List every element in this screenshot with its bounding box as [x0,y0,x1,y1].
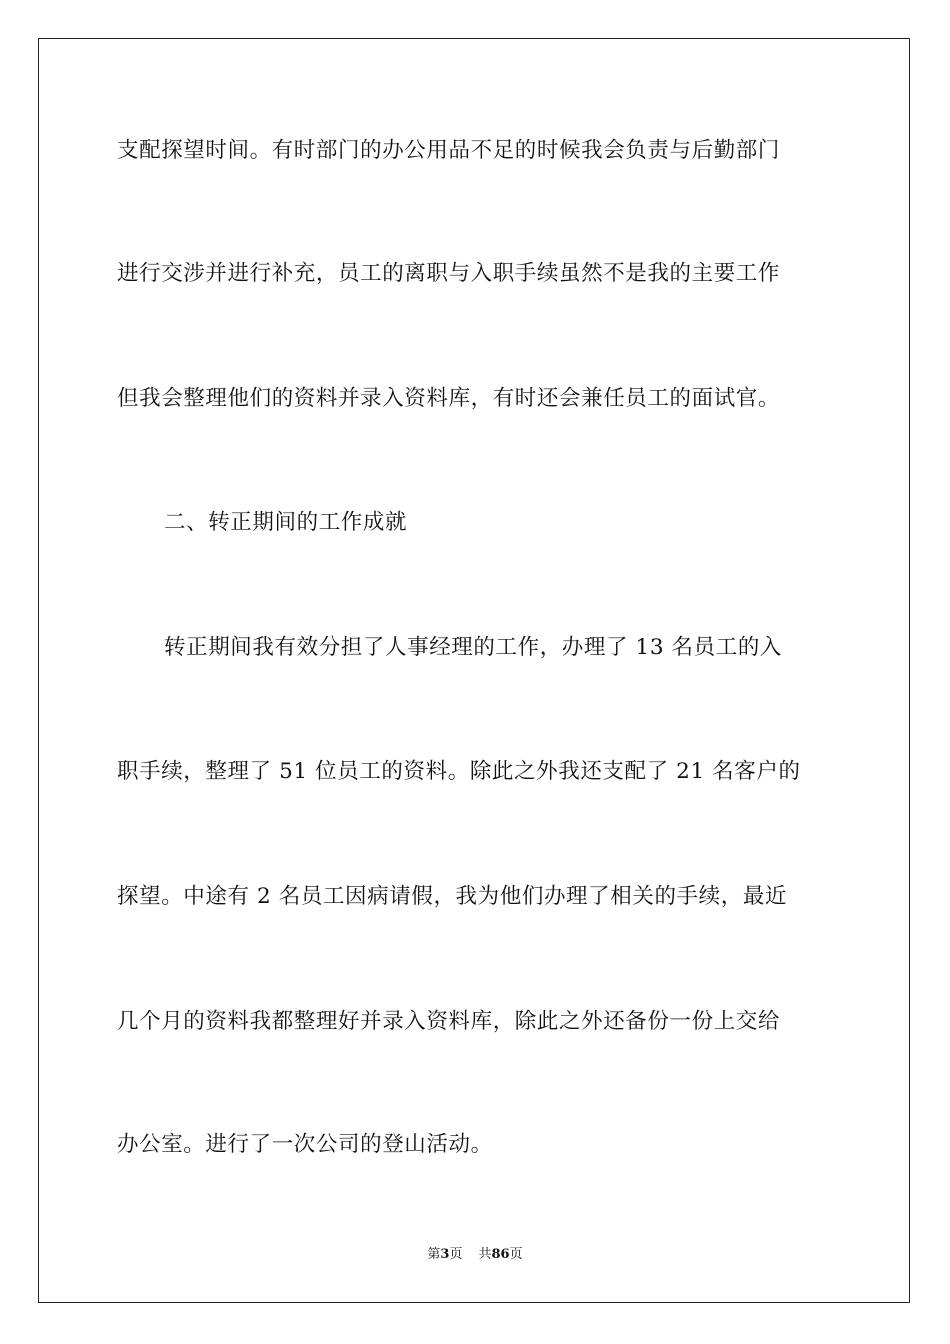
footer-page-number: 3 [440,1247,450,1262]
body-line-9: 办公室。进行了一次公司的登山活动。 [117,1132,493,1157]
footer-total-suffix: 页 [509,1247,523,1262]
body-line-6: 职手续，整理了 51 位员工的资料。除此之外我还支配了 21 名客户的 [117,759,801,784]
body-line-2: 进行交涉并进行补充，员工的离职与入职手续虽然不是我的主要工作 [117,261,781,286]
footer-total-prefix: 共 [478,1247,492,1262]
body-line-3: 但我会整理他们的资料并录入资料库，有时还会兼任员工的面试官。 [117,386,781,411]
body-line-7: 探望。中途有 2 名员工因病请假，我为他们办理了相关的手续，最近 [117,884,788,909]
body-line-1: 支配探望时间。有时部门的办公用品不足的时候我会负责与后勤部门 [117,138,781,163]
body-line-8: 几个月的资料我都整理好并录入资料库，除此之外还备份一份上交给 [117,1009,781,1034]
footer-total-pages: 86 [491,1247,510,1262]
footer-page-prefix: 第 [427,1247,441,1262]
page-footer [0,1246,950,1264]
page-border [38,38,910,1303]
section-heading: 二、转正期间的工作成就 [164,510,408,535]
body-line-5: 转正期间我有效分担了人事经理的工作，办理了 13 名员工的入 [164,635,783,660]
footer-page-suffix: 页 [449,1247,463,1262]
